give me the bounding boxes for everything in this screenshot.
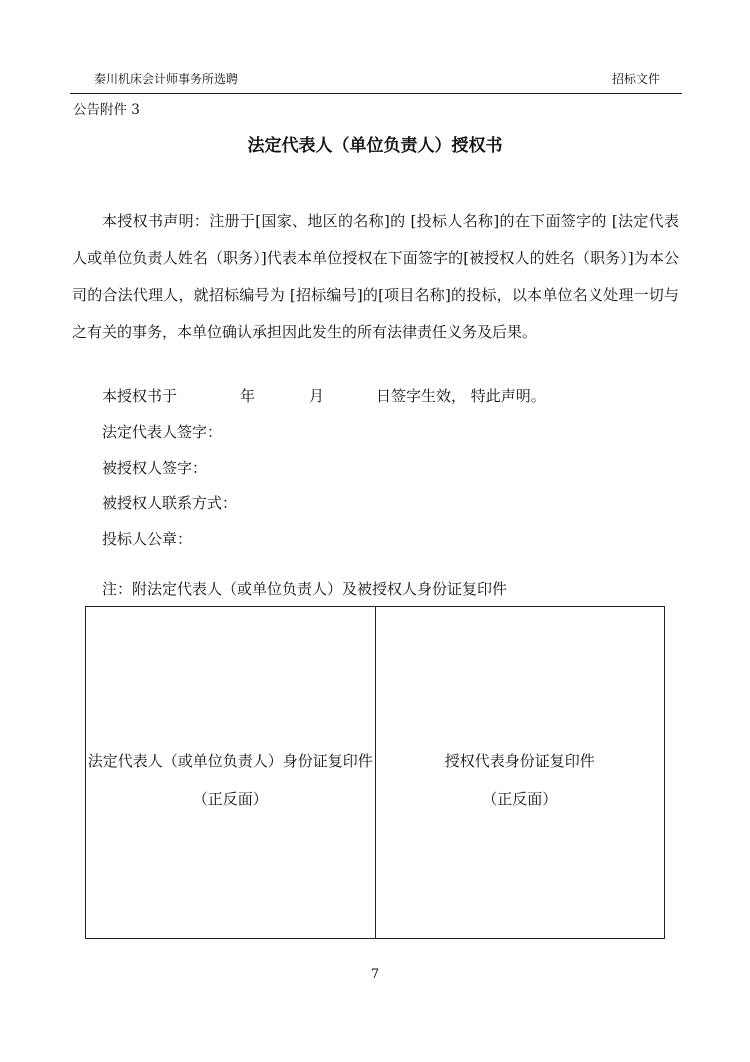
effective-date-suffix: 日签字生效， 特此声明。 (376, 387, 546, 405)
header-left-text: 秦川机床会计师事务所选聘 (94, 72, 239, 86)
month-label: 月 (309, 387, 325, 405)
legal-rep-signature-label: 法定代表人签字： (102, 423, 223, 441)
authorized-rep-id-copy-label: 授权代表身份证复印件 (444, 752, 595, 770)
page-number: 7 (370, 967, 380, 982)
year-label: 年 (240, 387, 256, 405)
attachment-note: 注：附法定代表人（或单位负责人）及被授权人身份证复印件 (102, 580, 508, 598)
authorized-person-contact-label: 被授权人联系方式： (102, 494, 238, 512)
authorization-statement: 本授权书声明：注册于[国家、地区的名称]的 [投标人名称]的在下面签字的 [法定代表人或单位负责人姓名（职务）]代表本单位授权在下面签字的[被授权人的姓名（职务）]为本公司的合法代理人，就招标编号为 [招标编号]的[项目名称]的投标，以本单位名义处理一切与之有关的事务，本单位确认承担因此发生的所有法律责任义务及后果。 (72, 212, 679, 341)
legal-rep-id-copy-label: 法定代表人（或单位负责人）身份证复印件 (87, 752, 373, 770)
effective-date-prefix: 本授权书于 (102, 387, 178, 405)
authorized-person-signature-label: 被授权人签字： (102, 459, 208, 477)
annex-label: 公告附件 3 (73, 102, 140, 118)
bidder-seal-label: 投标人公章： (102, 530, 193, 548)
document-title: 法定代表人（单位负责人）授权书 (247, 136, 503, 156)
id-copy-table (85, 606, 665, 939)
header-divider (70, 93, 682, 94)
authorized-rep-id-copy-cell (375, 607, 665, 938)
legal-rep-id-copy-sub: （正反面） (192, 790, 268, 808)
authorized-rep-id-copy-sub: （正反面） (482, 790, 558, 808)
legal-rep-id-copy-cell (86, 607, 375, 938)
header-right-text: 招标文件 (612, 72, 661, 86)
